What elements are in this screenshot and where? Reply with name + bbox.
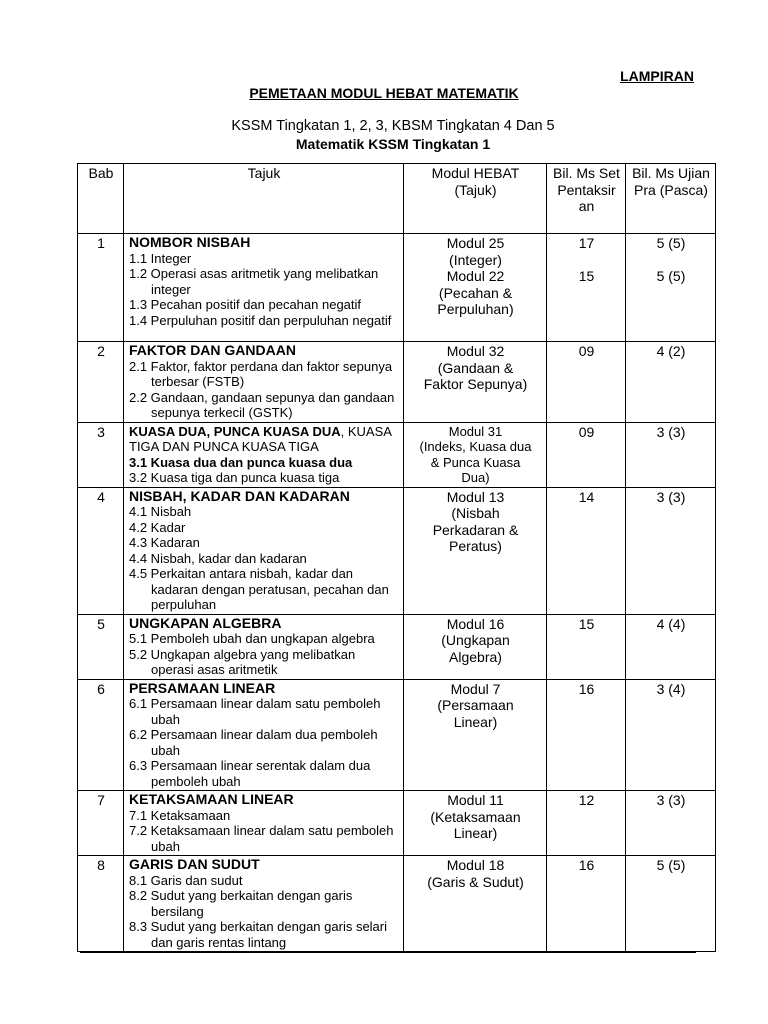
page-title: PEMETAAN MODUL HEBAT MATEMATIK [249,85,519,101]
ujian-pages-value: 4 (4) [656,615,686,632]
tajuk-cell [124,342,404,423]
set-pages-cell [547,614,626,679]
ujian-pages-cell [626,791,716,856]
topic-item: 3.1 Kuasa dua dan punca kuasa dua [129,454,353,470]
spacer [631,252,711,268]
ujian-pages-cell [626,342,716,423]
modul-cell [404,614,547,679]
modul-line: (Integer) [449,251,502,268]
set-pages-cell [547,487,626,614]
page-subheading: Matematik KSSM Tingkatan 1 [295,136,491,152]
table-row [78,234,716,342]
footer-divider [80,952,696,953]
header-modul [404,164,547,234]
set-pages-cell [547,342,626,423]
modul-cell [404,856,547,952]
bab-number: 7 [78,791,124,856]
modul-line: Modul 18 [446,857,505,873]
topic-item: 6.1 Persamaan linear dalam satu pemboleh ubah [129,696,381,727]
modul-cell [404,234,547,342]
bab-number: 3 [78,422,124,487]
topic-item: 1.1 Integer [129,250,192,266]
topic-item: 1.2 Operasi asas aritmetik yang melibatkan integer [129,266,379,297]
topic-item: 7.1 Ketaksamaan [129,807,231,823]
ujian-pages-cell [626,679,716,791]
bab-title: UNGKAPAN ALGEBRA [129,614,282,631]
header-set: Bil. Ms Set Pentaksir an [547,164,626,234]
bab-title: NISBAH, KADAR DAN KADARAN [129,487,350,504]
tajuk-cell [124,614,404,679]
bab-title: NOMBOR NISBAH [129,234,251,250]
modul-line: Perkadaran & [432,521,519,538]
header-tajuk: Tajuk [124,164,404,234]
bab-number: 2 [78,342,124,423]
topic-item: 8.1 Garis dan sudut [129,872,243,888]
header-modul-text: Modul HEBAT (Tajuk) [431,165,520,198]
ujian-pages-value: 3 (3) [656,488,686,505]
lampiran-label: LAMPIRAN [620,68,694,84]
tajuk-cell [124,234,404,342]
topic-item: 5.2 Ungkapan algebra yang melibatkan operasi asas aritmetik [129,646,356,677]
set-pages-value: 09 [578,423,595,440]
spacer [552,252,621,268]
table-row [78,679,716,791]
set-pages-value: 12 [578,792,595,808]
set-pages-cell [547,791,626,856]
mapping-table [77,163,716,952]
tajuk-cell [124,487,404,614]
topic-item: 2.1 Faktor, faktor perdana dan faktor sepunya terbesar (FSTB) [129,358,393,389]
modul-line: Modul 31 [448,423,503,439]
modul-line: Algebra) [449,648,502,665]
modul-line: (Gandaan & [437,359,514,376]
tajuk-cell [124,679,404,791]
set-pages-value: 09 [578,343,595,359]
modul-line: & Punca Kuasa [430,454,521,470]
modul-line: Modul 25 [446,235,505,251]
modul-cell [404,487,547,614]
modul-line: Linear) [453,825,498,841]
topic-item: 2.2 Gandaan, gandaan sepunya dan gandaan sepunya terkecil (GSTK) [129,389,395,420]
set-pages-cell [547,856,626,952]
ujian-pages-cell [626,856,716,952]
topic-item: 4.4 Nisbah, kadar dan kadaran [129,550,307,566]
topic-item: 6.2 Persamaan linear dalam dua pemboleh ubah [129,727,378,758]
modul-line: Modul 7 [450,680,501,697]
ujian-pages-value: 5 (5) [656,857,686,873]
modul-line: Linear) [453,713,498,730]
table-header-row [78,164,716,234]
modul-line: (Persamaan [437,697,514,713]
modul-line: Peratus) [449,538,502,554]
table-row [78,487,716,614]
ujian-pages-value: 3 (3) [656,423,686,440]
ujian-pages-value: 4 (2) [656,343,686,359]
bab-number: 4 [78,487,124,614]
table-body [78,234,716,952]
ujian-pages-cell [626,614,716,679]
bab-number: 1 [78,234,124,342]
set-pages-cell [547,679,626,791]
ujian-pages-cell [626,422,716,487]
table-row [78,342,716,423]
ujian-pages-value: 5 (5) [656,267,686,284]
bab-title: KETAKSAMAAN LINEAR [129,791,294,807]
set-pages-cell [547,234,626,342]
bab-title-bold: KUASA DUA, PUNCA KUASA DUA [129,423,341,439]
page-subtitle: KSSM Tingkatan 1, 2, 3, KBSM Tingkatan 4 Dan 5 [231,118,555,134]
bab-title: PERSAMAAN LINEAR [129,679,276,696]
modul-line: (Ketaksamaan [430,808,521,825]
modul-line: (Pecahan & [438,284,513,301]
modul-line: Dua) [461,470,490,485]
ujian-pages-value: 5 (5) [656,235,686,251]
tajuk-cell [124,856,404,952]
modul-line: (Nisbah [451,505,500,521]
topic-item: 1.4 Perpuluhan positif dan perpuluhan negatif [129,312,392,328]
ujian-pages-value: 3 (4) [656,680,686,697]
modul-line: Modul 13 [446,488,505,505]
modul-line: (Garis & Sudut) [427,873,524,890]
topic-item: 6.3 Persamaan linear serentak dalam dua pemboleh ubah [129,758,371,789]
set-pages-value: 15 [578,615,595,632]
modul-line: Modul 22 [446,268,505,284]
tajuk-cell [124,422,404,487]
table-row [78,856,716,952]
bab-title-rest: , KUASA TIGA DAN PUNCA KUASA TIGA [129,423,392,454]
topic-item: 7.2 Ketaksamaan linear dalam satu pemboleh ubah [129,823,394,854]
topic-item: 3.2 Kuasa tiga dan punca kuasa tiga [129,470,340,485]
modul-cell [404,342,547,423]
topic-item: 4.3 Kadaran [129,535,200,550]
modul-line: Modul 11 [447,792,504,808]
header-ujian: Bil. Ms Ujian Pra (Pasca) [626,164,716,234]
topic-item: 8.2 Sudut yang berkaitan dengan garis bersilang [129,888,353,919]
modul-cell [404,422,547,487]
table-row [78,791,716,856]
set-pages-value: 16 [578,680,595,697]
topic-item: 5.1 Pemboleh ubah dan ungkapan algebra [129,631,375,646]
modul-line: Perpuluhan) [437,301,514,317]
set-pages-value: 16 [578,857,595,873]
tajuk-cell [124,791,404,856]
set-pages-value: 14 [578,488,595,505]
topic-item: 4.5 Perkaitan antara nisbah, kadar dan kadaran dengan peratusan, pecahan dan perpuluhan [129,566,389,612]
bab-number: 5 [78,614,124,679]
ujian-pages-value: 3 (3) [656,792,686,808]
table-row [78,422,716,487]
modul-line: Faktor Sepunya) [423,376,528,392]
header-bab: Bab [78,164,124,234]
modul-line: Modul 32 [446,343,505,359]
topic-item: 4.1 Nisbah [129,504,192,519]
table-row [78,614,716,679]
modul-cell [404,791,547,856]
modul-line: (Indeks, Kuasa dua [419,439,532,454]
set-pages-value: 15 [578,267,595,284]
bab-number: 6 [78,679,124,791]
topic-item: 4.2 Kadar [129,519,186,535]
bab-title: FAKTOR DAN GANDAAN [129,342,296,358]
bab-title: GARIS DAN SUDUT [129,856,260,872]
modul-line: Modul 16 [446,615,505,632]
modul-cell [404,679,547,791]
bab-title [129,424,399,455]
set-pages-cell [547,422,626,487]
topic-item: 1.3 Pecahan positif dan pecahan negatif [129,297,362,312]
set-pages-value: 17 [578,235,595,251]
topic-item: 8.3 Sudut yang berkaitan dengan garis selari dan garis rentas lintang [129,919,388,950]
bab-number: 8 [78,856,124,952]
modul-line: (Ungkapan [441,632,510,648]
ujian-pages-cell [626,487,716,614]
ujian-pages-cell [626,234,716,342]
